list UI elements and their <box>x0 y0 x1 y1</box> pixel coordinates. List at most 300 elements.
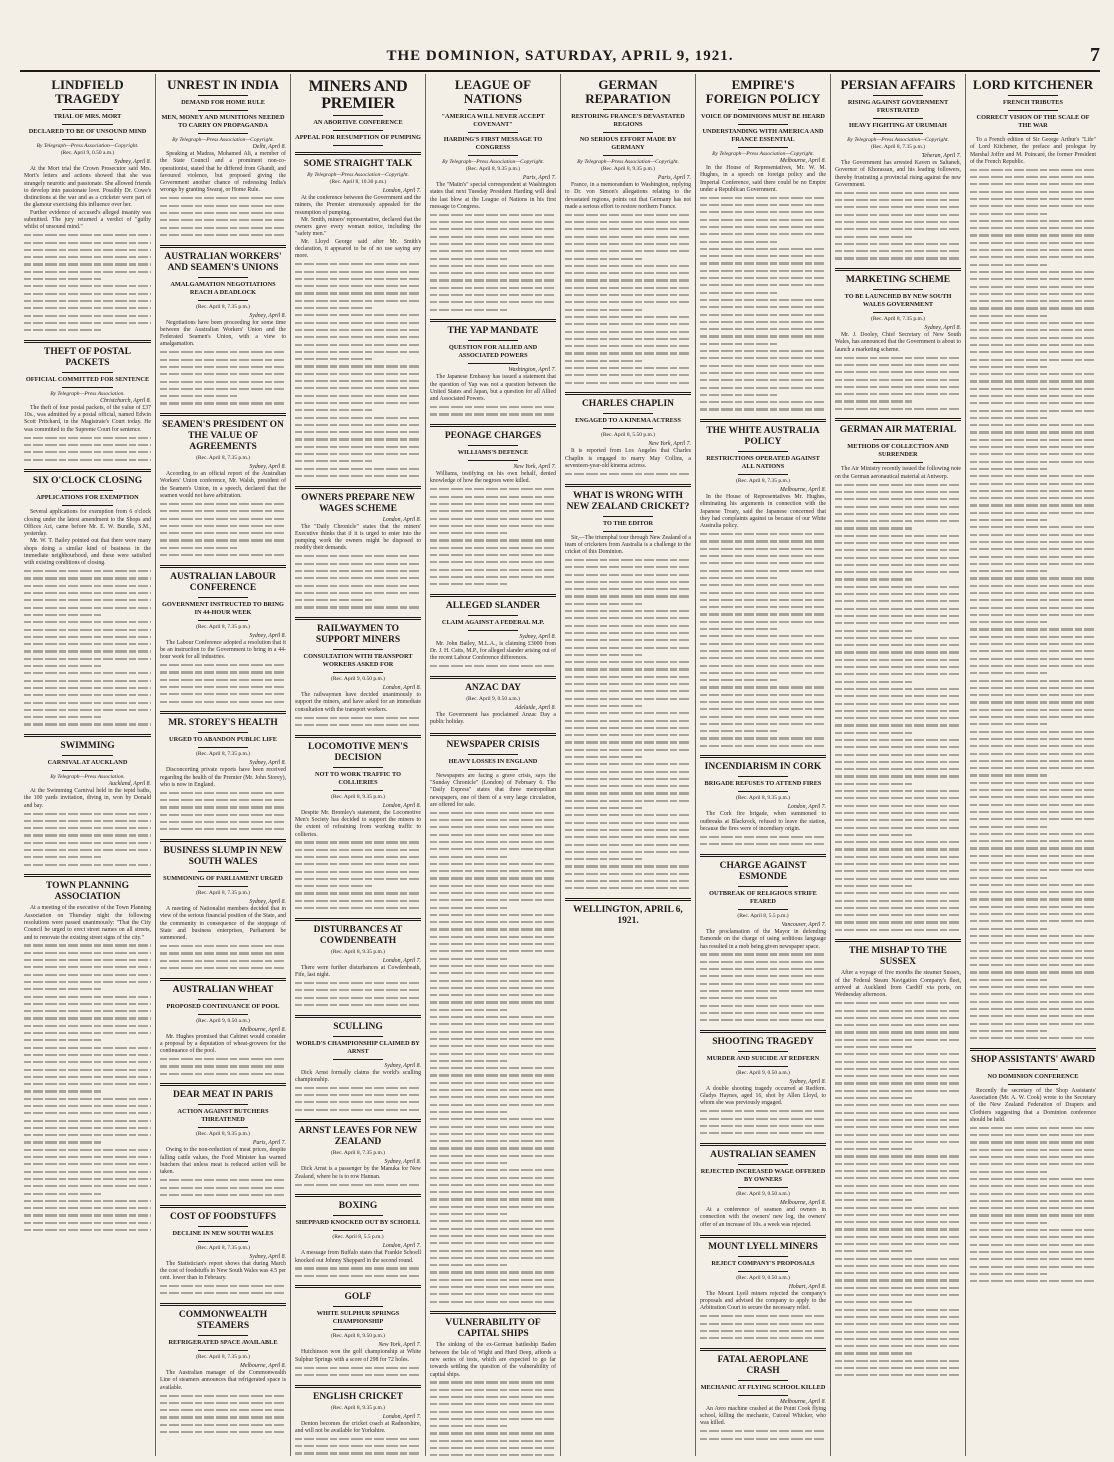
paragraph: The Statistician's report shows that during March the cost of foodstuffs in New South Wales was 4.5 per cent. lower than in February. <box>160 1260 286 1282</box>
text-line <box>565 291 691 298</box>
text-line <box>565 607 691 614</box>
headline-rule <box>62 372 113 373</box>
received-dateline: (Rec. April 9, 0.50 a.m.) <box>60 150 115 156</box>
article-subhead: HARDING'S FIRST MESSAGE TO CONGRESS <box>443 136 543 151</box>
text-line <box>430 551 556 558</box>
article-subhead: METHODS OF COLLECTION AND SURRENDER <box>847 443 949 459</box>
text-line <box>835 1051 961 1058</box>
headline-rule <box>603 132 653 133</box>
text-line <box>565 761 691 768</box>
article-body <box>700 1207 826 1229</box>
text-line <box>295 392 421 399</box>
article-body <box>295 195 421 480</box>
article-headline: OWNERS PREPARE NEW WAGES SCHEME <box>301 492 415 514</box>
text-line <box>835 736 961 743</box>
text-line <box>295 1091 421 1098</box>
article <box>24 78 151 334</box>
column-2 <box>155 74 290 1456</box>
paragraph: France, in a memorandum to Washington, replying to Dr. von Simon's allegations relating to the devastated regions, points out that Germany has not made a serious effort to restore northern France. <box>565 182 691 210</box>
text-line <box>835 890 961 897</box>
text-line <box>565 470 691 477</box>
text-line <box>700 289 778 296</box>
received-dateline: (Rec. April 9, 0.50 a.m.) <box>736 1190 790 1197</box>
article-subhead: SHEPPARD KNOCKED OUT BY SCHOELL <box>295 1219 421 1227</box>
text-line <box>295 421 421 428</box>
headline-rule <box>738 791 788 792</box>
article <box>565 484 691 893</box>
text-line <box>970 772 1048 779</box>
text-line <box>295 290 421 297</box>
article-body <box>700 1406 826 1442</box>
text-line <box>430 581 508 588</box>
article-subhead: CORRECT VISION OF THE SCALE OF THE WAR <box>976 114 1090 129</box>
text-line <box>700 1002 826 1009</box>
text-line <box>970 261 1048 268</box>
article <box>565 392 691 477</box>
text-line <box>160 349 286 356</box>
text-line <box>24 589 151 596</box>
article-subhead: SUMMONING OF PARLIAMENT URGED <box>163 875 283 883</box>
text-line <box>700 1017 826 1024</box>
text-line <box>970 655 1096 662</box>
text-line <box>835 802 961 809</box>
article <box>835 418 961 933</box>
text-line <box>430 1072 556 1079</box>
text-line <box>295 875 421 882</box>
text-line <box>160 1177 286 1184</box>
text-line <box>24 1110 151 1117</box>
headline-rule <box>873 439 923 440</box>
text-line <box>970 1270 1048 1277</box>
headline-rule <box>198 871 248 872</box>
paragraph: Newspapers are facing a grave crisis, says the "Sunday Chronicle" (London) of February 6. The "Daily Express" states that three metropolitan newspapers, one of them of a very large circulation, are offered for sale. <box>430 772 556 808</box>
text-line <box>970 728 1096 735</box>
article-divider <box>835 268 961 271</box>
text-line <box>700 728 778 735</box>
text-line <box>295 861 421 868</box>
text-line <box>700 253 826 260</box>
text-line <box>24 1132 151 1139</box>
text-line <box>24 1153 151 1160</box>
article-body <box>160 640 286 706</box>
article-divider <box>160 413 286 416</box>
text-line <box>24 1190 103 1197</box>
text-line <box>835 853 961 860</box>
text-line <box>24 582 151 589</box>
text-line <box>24 232 151 239</box>
headline-rule <box>198 1104 248 1105</box>
place-dateline: Delhi, April 8. <box>252 144 286 150</box>
text-line <box>295 1435 421 1442</box>
text-line <box>430 1013 556 1020</box>
text-line <box>24 810 151 817</box>
text-line <box>835 240 961 247</box>
text-line <box>970 1132 1096 1139</box>
article-headline: MOUNT LYELL MINERS <box>708 1241 818 1252</box>
text-line <box>970 188 1096 195</box>
article-headline: SCULLING <box>333 1021 383 1032</box>
text-line <box>700 391 778 398</box>
text-line <box>970 589 1096 596</box>
text-line <box>970 998 1096 1005</box>
text-line <box>24 677 151 684</box>
text-line <box>700 384 826 391</box>
text-line <box>700 958 826 965</box>
paragraph: The theft of four postal packets, of the value of £37 10s., was admitted by a postal official, named Edwin Scott Pritchard, in the Magistrate's Court today. He was committed to the Supreme Court for sentence. <box>24 404 151 433</box>
article-body <box>835 466 961 933</box>
headline-rule <box>198 620 248 621</box>
paragraph: At the Swimming Carnival held in the tepid baths, the 100 yards invitation, diving in, won by Donald and bay. <box>24 788 151 809</box>
article-body <box>160 1370 286 1436</box>
text-line <box>24 312 151 319</box>
text-line <box>565 848 691 855</box>
text-line <box>565 812 691 819</box>
text-line <box>565 834 691 841</box>
article-subhead: ENGAGED TO A KINEMA ACTRESS <box>575 417 681 425</box>
text-line <box>24 441 151 448</box>
text-line <box>160 1191 286 1198</box>
text-line <box>430 1452 556 1456</box>
headline-rule <box>62 505 113 506</box>
text-line <box>430 291 556 298</box>
paragraph: The sinking of the ex-German battleship Baden between the Isle of Wight and Hurd Deep, affords a new series of tests, which are expected to go far towards settling the question of the vulnerability of capital ships. <box>430 1342 556 1378</box>
text-line <box>565 768 691 775</box>
masthead: THE DOMINION, SATURDAY, APRIL 9, 1921. <box>386 48 734 64</box>
paragraph: The railwaymen have decided unanimously to support the miners, and have asked for an immediate consultation with the transport workers. <box>295 692 421 713</box>
text-line <box>835 773 961 780</box>
text-line <box>700 1435 826 1442</box>
article-headline: THEFT OF POSTAL PACKETS <box>44 346 131 368</box>
text-line <box>970 560 1096 567</box>
text-line <box>430 904 508 911</box>
text-line <box>565 644 691 651</box>
text-line <box>835 700 961 707</box>
received-dateline: (Rec. April 9, 0.50 p.m.) <box>331 676 385 683</box>
text-line <box>24 1088 103 1095</box>
text-line <box>700 326 826 333</box>
text-line <box>430 1006 508 1013</box>
headline-rule <box>468 363 518 364</box>
text-line <box>835 758 961 765</box>
text-line <box>835 1277 961 1284</box>
newspaper-columns <box>20 74 1100 1456</box>
text-line <box>835 561 961 568</box>
text-line <box>700 355 826 362</box>
text-line <box>430 948 556 955</box>
page-number: 7 <box>1090 44 1100 66</box>
received-dateline: (Rec. April 8, 7.35 p.m.) <box>196 1244 250 1251</box>
text-line <box>835 204 961 211</box>
received-dateline: (Rec. April 8, 9.35 p.m.) <box>331 1404 385 1411</box>
text-line <box>700 231 826 238</box>
text-line <box>295 312 421 319</box>
text-line <box>970 166 1096 173</box>
text-line <box>24 1212 151 1219</box>
press-credit: By Telegraph—Press Association—Copyright. <box>442 159 544 165</box>
article <box>835 939 961 1379</box>
place-dateline: Paris, April 7. <box>252 1140 286 1147</box>
article-headline: CHARLES CHAPLIN <box>581 399 675 410</box>
article-body <box>295 810 421 912</box>
text-line <box>430 816 556 823</box>
article-body <box>430 374 556 418</box>
place-dateline: London, April 7. <box>382 1243 421 1250</box>
text-line <box>700 311 826 318</box>
headline-rule <box>873 462 923 463</box>
text-line <box>970 816 1096 823</box>
text-line <box>295 1084 421 1091</box>
text-line <box>970 721 1048 728</box>
text-line <box>565 335 691 342</box>
paragraph: At a meeting of the executive of the Town Planning Association on Thursday night the following resolutions were passed unanimously: "That the City Council be urged to erect street names on all streets, and to renovate the existing street signs of the city." <box>24 905 151 941</box>
paragraph: Owing to the non-reduction of meat prices, despite falling cattle values, the Food Minister has warned butchers that unless meat is reduced action will be taken. <box>160 1147 286 1176</box>
paragraph: Mr. Smith, miners' representative, declared that the owners gave every woman notice, including the "safety men." <box>295 216 421 238</box>
paragraph: Several applications for exemption from 6 o'clock closing under the latest amendment to the Shops and Offices Act, came before Mr. E. W. Bundle, S.M., yesterday. <box>24 509 151 538</box>
text-line <box>24 706 151 713</box>
text-line <box>700 995 778 1002</box>
text-line <box>430 1218 556 1225</box>
article-subhead: BRIGADE REFUSES TO ATTEND FIRES <box>704 780 822 788</box>
text-line <box>430 1116 556 1123</box>
headline-rule <box>468 109 518 110</box>
text-line <box>565 710 691 717</box>
text-line <box>24 626 151 633</box>
text-line <box>430 270 556 277</box>
received-dateline: (Rec. April 8, 7.35 p.m.) <box>871 144 925 150</box>
article-headline: WHAT IS WRONG WITH NEW ZEALAND CRICKET? <box>566 490 690 512</box>
text-line <box>24 993 151 1000</box>
article-headline: THE WHITE AUSTRALIA POLICY <box>706 426 820 448</box>
text-line <box>835 196 961 203</box>
text-line <box>835 627 913 634</box>
headline-rule <box>62 124 113 125</box>
text-line <box>295 1272 421 1279</box>
text-line <box>160 515 286 522</box>
article-headline: TOWN PLANNING ASSOCIATION <box>46 881 129 903</box>
text-line <box>835 1160 961 1167</box>
text-line <box>835 634 961 641</box>
text-line <box>565 343 691 350</box>
text-line <box>24 825 151 832</box>
article-divider <box>24 734 151 737</box>
article-divider <box>295 152 421 155</box>
article-subhead: DECLINE IN NEW SOUTH WALES <box>172 1229 274 1237</box>
article <box>160 1205 286 1297</box>
article-headline: AUSTRALIAN SEAMEN <box>710 1149 816 1160</box>
article-headline: LORD KITCHENER <box>972 77 1094 92</box>
text-line <box>970 436 1096 443</box>
text-line <box>835 795 961 802</box>
article-subhead: "AMERICA WILL NEVER ACCEPT COVENANT" <box>441 113 545 128</box>
text-line <box>565 578 691 585</box>
headline-rule <box>873 289 923 290</box>
headline-rule <box>333 649 383 650</box>
text-line <box>24 854 103 861</box>
text-line <box>835 678 913 685</box>
text-line <box>430 868 556 875</box>
paragraph: At the Mort trial the Crown Prosecutor said Mrs. Mort's letters and actions showed that she was strangely neurotic and passionate. She allowed friends to develop into passionate love. Possibly Dr. Cowe's distinctions at the war and as a cricketer were part of the glamour exercising this influence over her. <box>24 166 151 209</box>
paragraph: Sir,—The triumphal tour through New Zealand of a team of cricketers from Australia is a challenge to the cricket of this Dominion. <box>565 534 691 556</box>
text-line <box>565 556 691 563</box>
text-line <box>565 218 691 225</box>
text-line <box>835 1189 961 1196</box>
article-body <box>700 494 826 749</box>
place-dateline: Adelaide, April 8. <box>514 705 556 712</box>
article-body <box>700 1291 826 1342</box>
article <box>430 594 556 670</box>
received-dateline: (Rec. April 8, 7.35 p.m.) <box>871 316 925 323</box>
text-line <box>565 804 643 811</box>
place-dateline: Sydney, April 8. <box>519 633 556 640</box>
text-line <box>970 465 1048 472</box>
text-line <box>835 824 961 831</box>
press-credit: By Telegraph—Press Association—Copyright. <box>712 151 814 157</box>
text-line <box>24 662 103 669</box>
text-line <box>970 516 1048 523</box>
article-subhead: TO BE LAUNCHED BY NEW SOUTH WALES GOVERNMENT <box>844 293 952 309</box>
article-body <box>430 182 556 313</box>
text-line <box>970 568 1048 575</box>
headline-rule <box>198 886 248 887</box>
headline-rule <box>738 451 788 452</box>
text-line <box>835 1116 961 1123</box>
press-credit: By Telegraph—Press Association. <box>50 774 125 781</box>
text-line <box>24 655 151 662</box>
text-line <box>835 1350 913 1357</box>
text-line <box>700 209 826 216</box>
text-line <box>430 1430 556 1437</box>
received-dateline: (Rec. April 8, 7.35 p.m.) <box>196 1354 250 1361</box>
text-line <box>700 589 826 596</box>
article-body <box>24 405 151 463</box>
text-line <box>835 226 961 233</box>
text-line <box>24 1226 151 1233</box>
article-body <box>970 137 1096 1042</box>
text-line <box>970 1256 1096 1263</box>
text-line <box>700 282 826 289</box>
text-line <box>970 1226 1096 1233</box>
article-body <box>24 166 151 334</box>
text-line <box>565 783 691 790</box>
text-line <box>970 881 1096 888</box>
text-line <box>970 276 1096 283</box>
text-line <box>430 493 556 500</box>
text-line <box>430 809 556 816</box>
text-line <box>700 611 826 618</box>
place-dateline: New York, April 7. <box>648 441 691 448</box>
text-line <box>295 297 421 304</box>
text-line <box>160 537 286 544</box>
article <box>700 1030 826 1137</box>
text-line <box>970 925 1048 932</box>
text-line <box>835 605 961 612</box>
article-subhead: MECHANIC AT FLYING SCHOOL KILLED <box>700 1383 826 1391</box>
text-line <box>835 729 913 736</box>
text-line <box>970 611 1096 618</box>
text-line <box>700 706 826 713</box>
article-body <box>295 692 421 728</box>
text-line <box>970 443 1096 450</box>
text-line <box>835 787 961 794</box>
text-line <box>700 377 826 384</box>
press-credit: By Telegraph—Press Association—Copyright. <box>172 137 274 143</box>
text-line <box>430 1254 556 1261</box>
text-line <box>24 434 151 441</box>
article-headline: WELLINGTON, APRIL 6, 1921. <box>573 905 683 927</box>
text-line <box>700 274 826 281</box>
text-line <box>295 1265 421 1272</box>
article <box>295 1194 421 1279</box>
article <box>160 413 286 559</box>
text-line <box>970 458 1096 465</box>
article-body <box>835 970 961 1379</box>
text-line <box>24 861 151 868</box>
text-line <box>970 371 1096 378</box>
article-divider <box>700 419 826 422</box>
text-line <box>430 255 508 262</box>
article-headline: DISTURBANCES AT COWDENBEATH <box>313 924 403 946</box>
article-headline: PERSIAN AFFAIRS <box>840 77 956 92</box>
text-line <box>24 1102 151 1109</box>
text-line <box>835 1364 961 1371</box>
text-line <box>430 1108 508 1115</box>
article-divider <box>430 319 556 322</box>
text-line <box>835 846 961 853</box>
text-line <box>24 319 151 326</box>
text-line <box>700 1320 826 1327</box>
article-headline: BOXING <box>338 1201 378 1212</box>
place-dateline: Melbourne, April 8. <box>780 1199 826 1206</box>
text-line <box>835 598 961 605</box>
text-line <box>835 1131 961 1138</box>
article-headline: CHARGE AGAINST ESMONDE <box>719 860 807 882</box>
paragraph: A meeting of Nationalist members decided that in view of the serious financial position of the State, and the community in consequence of the stoppage of State and business enterprises, Parliament be summoned. <box>160 906 286 942</box>
article-divider <box>295 1385 421 1388</box>
text-line <box>835 554 961 561</box>
article-body <box>295 524 421 612</box>
headline-rule <box>198 1335 248 1336</box>
text-line <box>835 715 961 722</box>
article <box>700 755 826 847</box>
text-line <box>835 1029 961 1036</box>
text-line <box>430 1210 508 1217</box>
text-line <box>24 456 151 463</box>
text-line <box>430 889 556 896</box>
article-subhead: MEN, MONEY AND MUNITIONS NEEDED TO CARRY ON PROPAGANDA <box>161 114 285 129</box>
text-line <box>565 790 691 797</box>
text-line <box>24 832 151 839</box>
text-line <box>565 321 691 328</box>
text-line <box>700 677 778 684</box>
text-line <box>295 370 421 377</box>
text-line <box>970 889 1096 896</box>
article <box>295 152 421 480</box>
headline-rule <box>603 428 653 429</box>
text-line <box>24 611 103 618</box>
text-line <box>430 1152 556 1159</box>
text-line <box>700 625 778 632</box>
headline-rule <box>198 133 248 134</box>
text-line <box>970 356 1096 363</box>
text-line <box>700 267 826 274</box>
text-line <box>430 1262 508 1269</box>
received-dateline: (Rec. April 9, 0.50 a.m.) <box>196 1017 250 1024</box>
text-line <box>835 1255 961 1262</box>
text-line <box>430 1386 556 1393</box>
text-line <box>700 647 826 654</box>
text-line <box>430 1057 508 1064</box>
text-line <box>700 735 826 742</box>
